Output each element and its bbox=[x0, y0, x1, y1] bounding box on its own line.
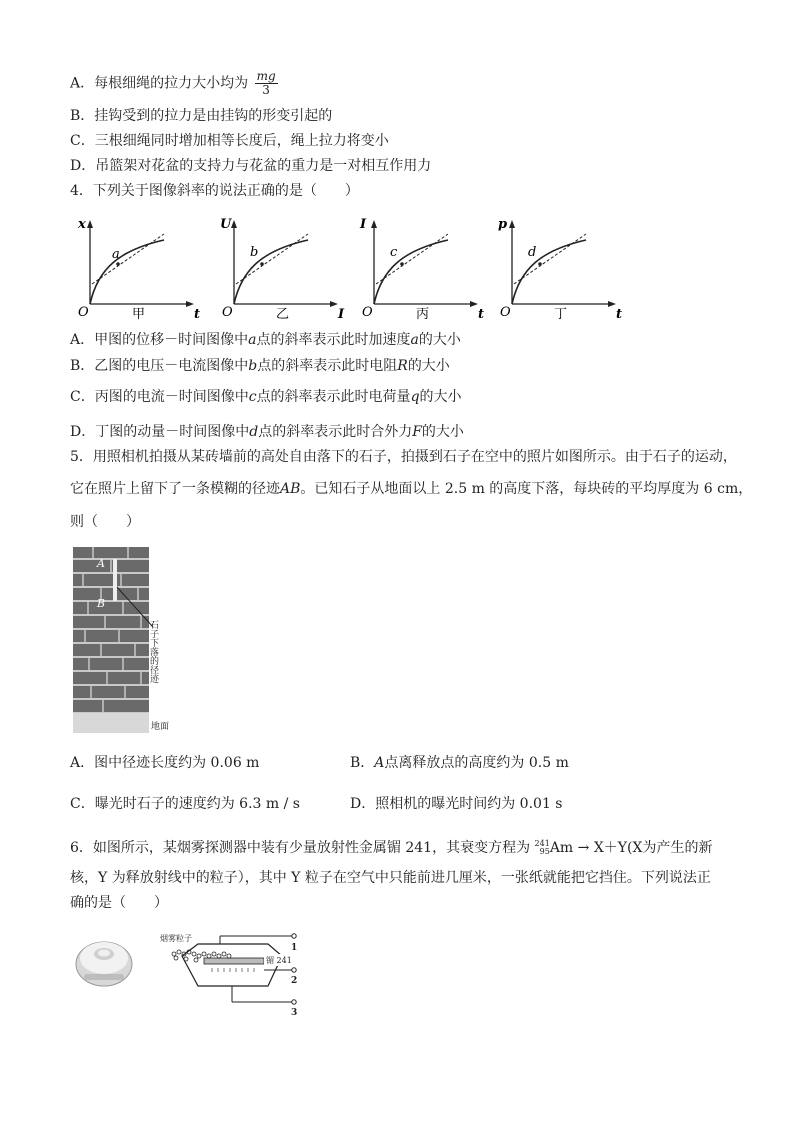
label-ground: 地面 bbox=[151, 722, 170, 732]
text: 的大小 bbox=[419, 389, 462, 405]
q5-option-c: C．曝光时石子的速度约为 6.3 m / s bbox=[70, 796, 300, 812]
y-axis-label: x bbox=[78, 217, 86, 232]
text: C．丙图的电流－时间图像中 bbox=[70, 389, 249, 405]
q6-stem-line2: 核，Y 为释放射线中的粒子），其中 Y 粒子在空气中只能前进几厘米，一张纸就能把它挡住。下列说法正 bbox=[70, 870, 711, 886]
q3-option-c: C．三根细绳同时增加相等长度后，绳上拉力将变小 bbox=[70, 133, 389, 149]
q6-stem-line3: 确的是（ ） bbox=[70, 895, 168, 911]
q5-option-b bbox=[350, 753, 569, 773]
q4-stem: 4．下列关于图像斜率的说法正确的是（ ） bbox=[70, 183, 359, 199]
q4-option-a bbox=[70, 330, 461, 350]
y-axis-label: p bbox=[498, 217, 508, 232]
x-axis-label: t bbox=[616, 307, 623, 322]
var: a bbox=[410, 332, 419, 348]
ionization-chamber-diagram bbox=[160, 932, 310, 1016]
text: 的大小 bbox=[418, 332, 461, 348]
text: A．甲图的位移－时间图像中 bbox=[70, 332, 249, 348]
brick-wall-photo bbox=[73, 547, 188, 733]
q3-option-d: D．吊篮架对花盆的支持力与花盆的重力是一对相互作用力 bbox=[70, 158, 432, 174]
smoke-detector-image bbox=[72, 932, 136, 992]
var: A bbox=[374, 755, 385, 771]
q5-stem-line2 bbox=[70, 479, 752, 499]
atomic-number: 95 bbox=[539, 847, 550, 856]
graph-caption: 甲 bbox=[132, 307, 146, 322]
point-label: c bbox=[390, 245, 398, 260]
x-axis-label: t bbox=[478, 307, 485, 322]
var: q bbox=[410, 389, 420, 405]
fraction-numerator: mg bbox=[256, 69, 276, 83]
graph-yi bbox=[216, 212, 346, 322]
q3-option-a-text: A．每根细绳的拉力大小均为 bbox=[70, 75, 249, 92]
text: 点的斜率表示此时合外力 bbox=[258, 424, 413, 440]
text: 点的斜率表示此时电荷量 bbox=[256, 389, 411, 405]
graph-caption: 丁 bbox=[554, 307, 568, 322]
q5-option-a: A．图中径迹长度约为 0.06 m bbox=[70, 755, 260, 771]
point-label: d bbox=[528, 245, 537, 260]
q3-option-b: B．挂钩受到的拉力是由挂钩的形变引起的 bbox=[70, 108, 333, 124]
point-label: a bbox=[112, 247, 120, 262]
caption-stone-trace: 石子下落的径迹 bbox=[148, 620, 158, 683]
var: b bbox=[248, 358, 258, 374]
text: 点的斜率表示此时电阻 bbox=[257, 358, 398, 374]
point-label: b bbox=[250, 245, 259, 260]
label-a: A bbox=[97, 557, 105, 570]
x-axis-label: t bbox=[194, 307, 201, 322]
origin-label: O bbox=[362, 305, 373, 320]
text: 6．如图所示，某烟雾探测器中装有少量放射性金属镅 241，其衰变方程为 bbox=[70, 840, 531, 856]
var: a bbox=[248, 332, 257, 348]
text: B．乙图的电压－电流图像中 bbox=[70, 358, 249, 374]
origin-label: O bbox=[500, 305, 511, 320]
terminal-3: 3 bbox=[291, 1008, 298, 1016]
graph-jia bbox=[72, 212, 202, 322]
origin-label: O bbox=[78, 305, 89, 320]
terminal-2: 2 bbox=[291, 976, 298, 986]
smoke-particle-label: 烟雾粒子 bbox=[160, 934, 192, 943]
text: Am → X＋Y(X为产生的新 bbox=[549, 840, 713, 856]
var: R bbox=[397, 358, 408, 374]
text: 的大小 bbox=[421, 424, 464, 440]
var: F bbox=[412, 424, 422, 440]
q5-stem-line1: 5．用照相机拍摄从某砖墙前的高处自由落下的石子，拍摄到石子在空中的照片如图所示。由于石子的运动， bbox=[70, 449, 737, 465]
y-axis-label: U bbox=[220, 217, 232, 232]
var: d bbox=[249, 424, 259, 440]
text: 的大小 bbox=[407, 358, 450, 374]
y-axis-label: I bbox=[360, 217, 367, 232]
var: AB bbox=[280, 481, 301, 497]
text: 。已知石子从地面以上 2.5 m 的高度下落，每块砖的平均厚度为 6 cm， bbox=[300, 481, 753, 497]
q5-option-d: D．照相机的曝光时间约为 0.01 s bbox=[350, 796, 563, 812]
text: 它在照片上留下了一条模糊的径迹 bbox=[70, 481, 280, 497]
graph-caption: 乙 bbox=[276, 307, 290, 322]
fraction-mg-over-3 bbox=[255, 70, 278, 97]
terminal-1: 1 bbox=[291, 943, 298, 953]
isotope-numbers bbox=[535, 840, 550, 856]
q6-stem-line1 bbox=[70, 838, 712, 858]
q4-option-c bbox=[70, 387, 462, 407]
text: 点的斜率表示此时加速度 bbox=[256, 332, 411, 348]
graph-caption: 丙 bbox=[416, 307, 430, 322]
graph-ding bbox=[494, 212, 624, 322]
text: B． bbox=[350, 755, 375, 771]
fraction-denominator: 3 bbox=[262, 83, 270, 97]
x-axis-label: I bbox=[338, 307, 345, 322]
var: c bbox=[248, 389, 257, 405]
text: D．丁图的动量－时间图像中 bbox=[70, 424, 250, 440]
graph-bing bbox=[356, 212, 486, 322]
q5-stem-line3: 则（ ） bbox=[70, 514, 140, 530]
q3-option-a bbox=[70, 70, 278, 97]
origin-label: O bbox=[222, 305, 233, 320]
americium-label: 镅 241 bbox=[266, 956, 292, 965]
q4-option-d bbox=[70, 422, 464, 442]
q4-option-b bbox=[70, 356, 450, 376]
text: 点离释放点的高度约为 0.5 m bbox=[384, 755, 569, 771]
mass-number: 241 bbox=[534, 839, 550, 848]
label-b: B bbox=[97, 597, 106, 610]
